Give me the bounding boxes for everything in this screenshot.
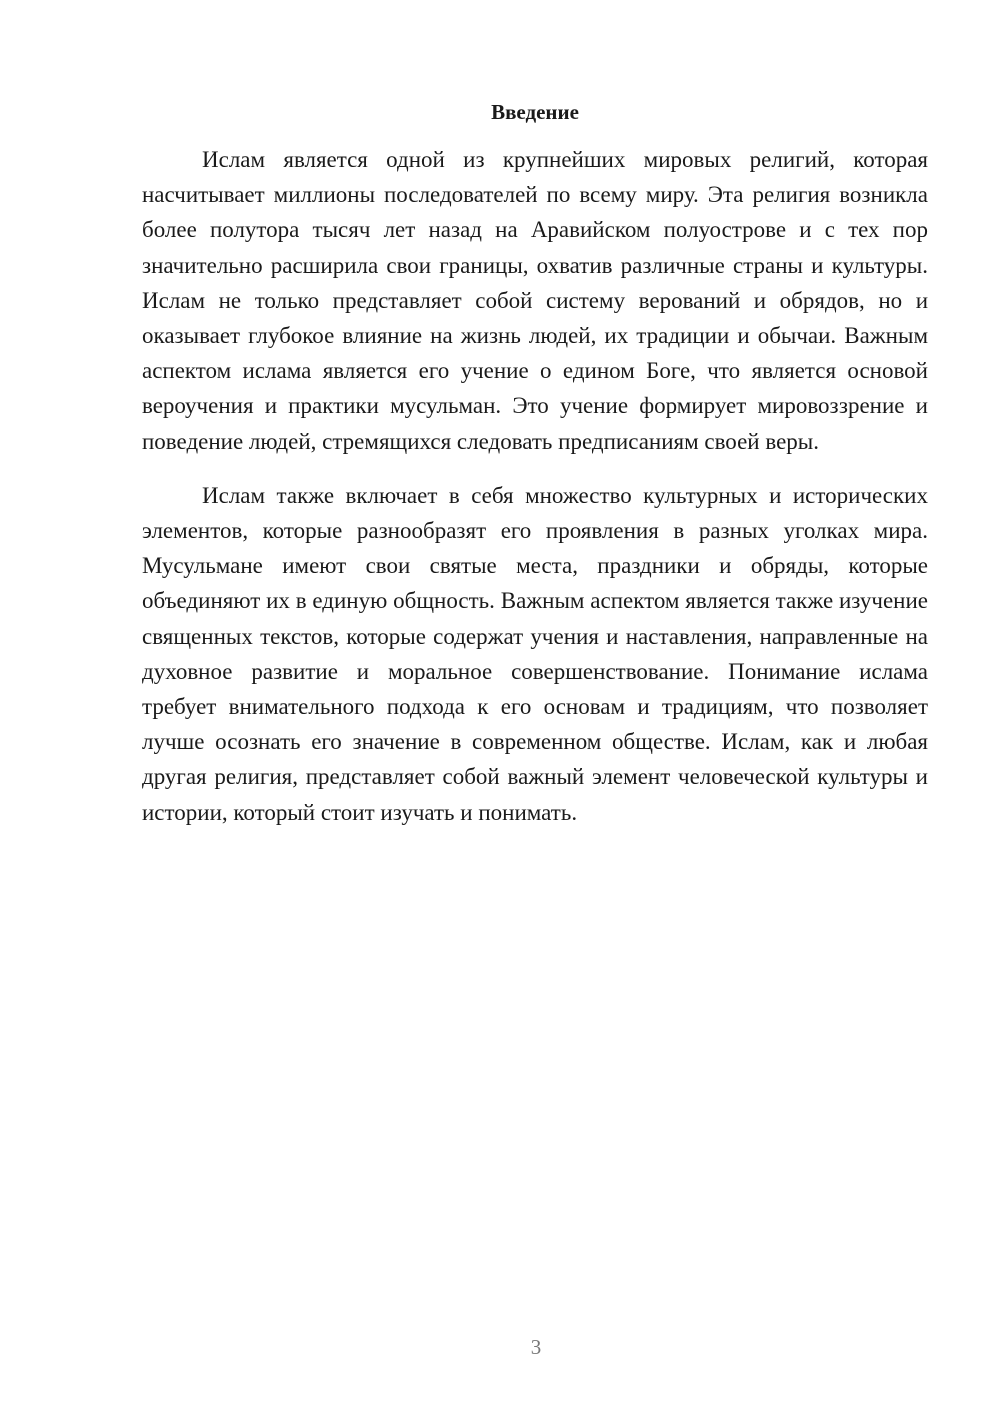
section-heading: Введение [491,100,579,124]
paragraph-1: Ислам является одной из крупнейших мировых религий, которая насчитывает миллионы последователей по всему миру. Эта религия возникла более полутора тысяч лет назад на Аравийском полуострове и с тех пор значительно расширила свои границы, охватив различные страны и культуры. Ислам не только представляет собой систему верований и обрядов, но и оказывает глубокое влияние на жизнь людей, их традиции и обычаи. Важным аспектом ислама является его учение о едином Боге, что является основой вероучения и практики мусульман. Это учение формирует мировоззрение и поведение людей, стремящихся следовать предписаниям своей веры. [142,147,928,454]
paragraph-2: Ислам также включает в себя множество культурных и исторических элементов, которые разнообразят его проявления в разных уголках мира. Мусульмане имеют свои святые места, праздники и обряды, которые объединяют их в единую общность. Важным аспектом является также изучение священных текстов, которые содержат учения и наставления, направленные на духовное развитие и моральное совершенствование. Понимание ислама требует внимательного подхода к его основам и традициям, что позволяет лучше осознать его значение в современном обществе. Ислам, как и любая другая религия, представляет собой важный элемент человеческой культуры и истории, который стоит изучать и понимать. [142,482,928,825]
body-text [142,142,928,830]
page-number: 3 [530,1335,542,1359]
